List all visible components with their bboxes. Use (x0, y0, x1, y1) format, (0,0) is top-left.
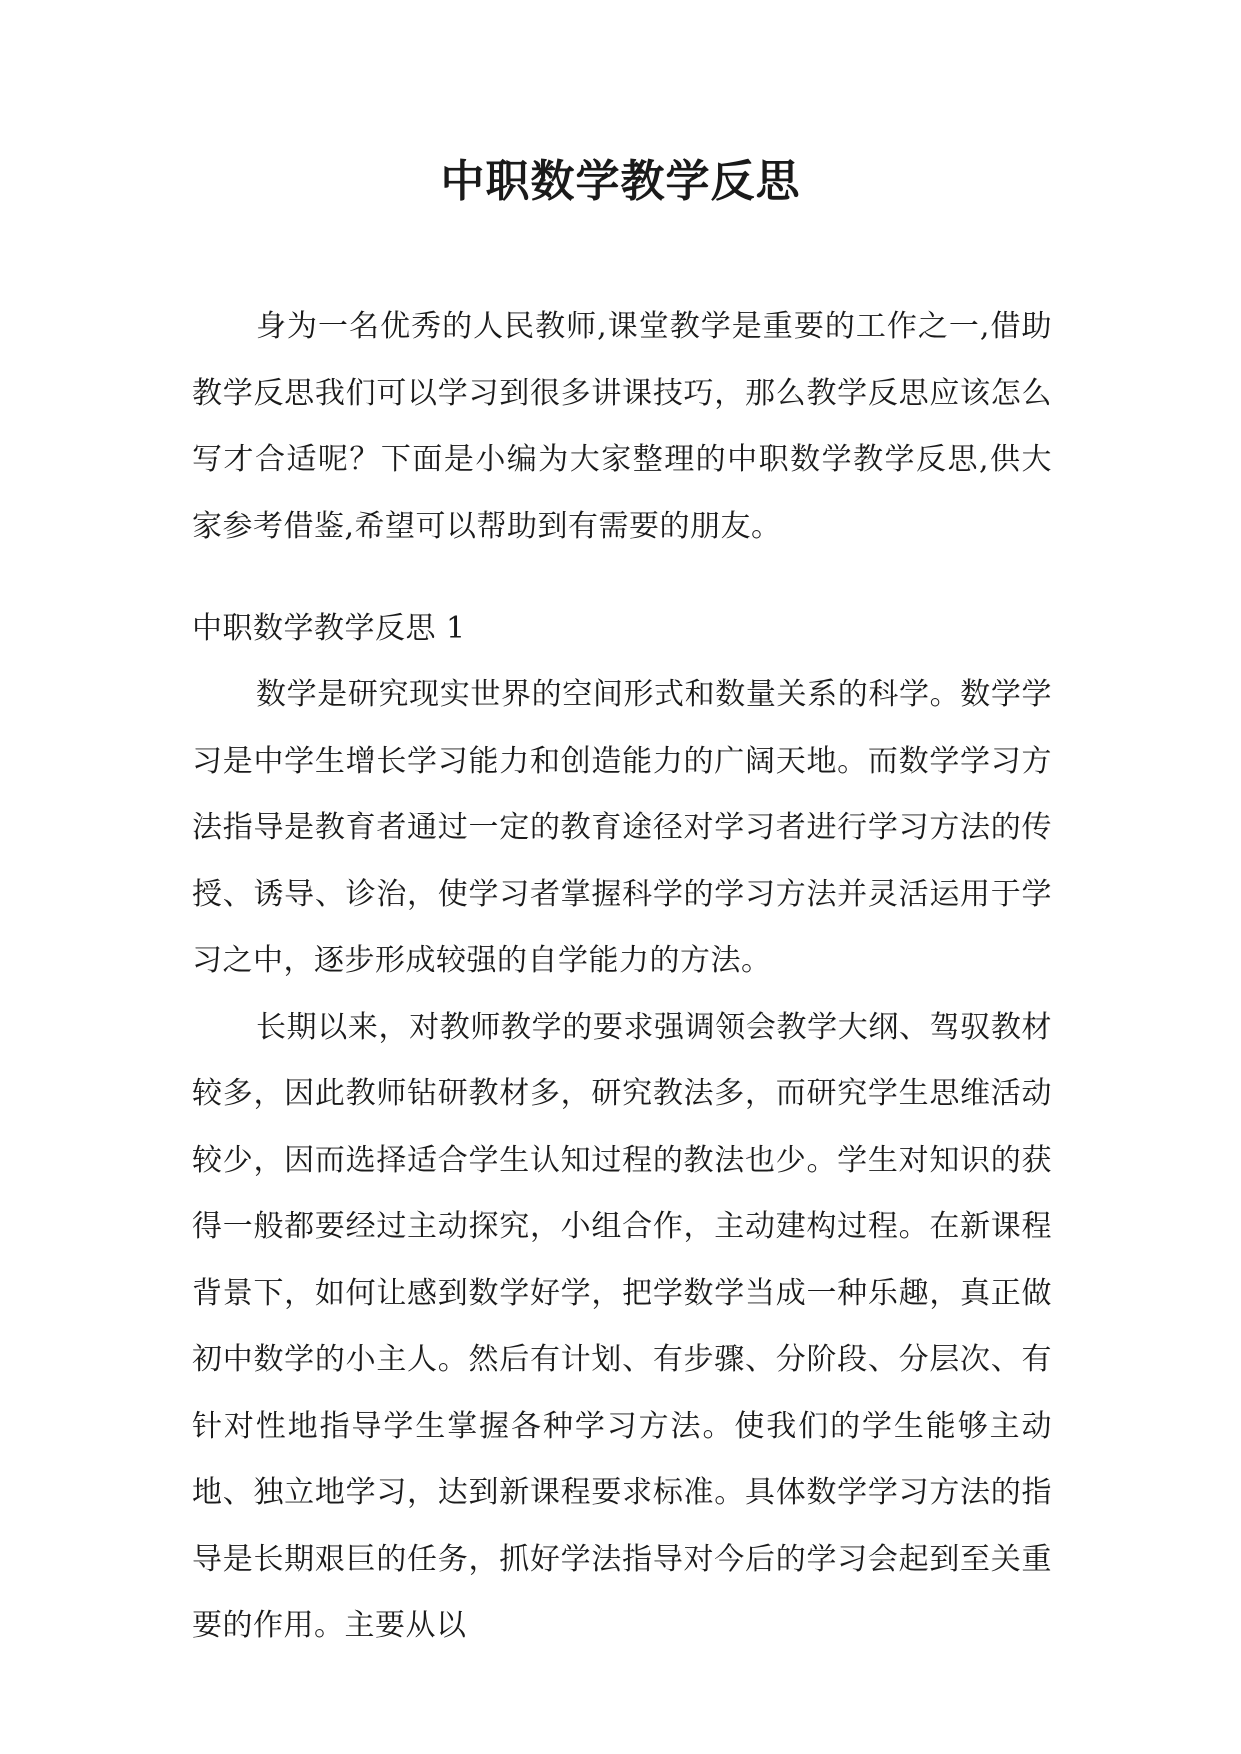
intro-paragraph: 身为一名优秀的人民教师,课堂教学是重要的工作之一,借助教学反思我们可以学习到很多讲课技巧，那么教学反思应该怎么写才合适呢？下面是小编为大家整理的中职数学教学反思,供大家参考借鉴,希望可以帮助到有需要的朋友。 (192, 309, 1052, 544)
section-heading: 中职数学教学反思 1 (192, 611, 466, 646)
document-body (192, 294, 1052, 1660)
body-paragraph: 数学是研究现实世界的空间形式和数量关系的科学。数学学习是中学生增长学习能力和创造能力的广阔天地。而数学学习方法指导是教育者通过一定的教育途径对学习者进行学习方法的传授、诱导、诊治，使学习者掌握科学的学习方法并灵活运用于学习之中，逐步形成较强的自学能力的方法。 (192, 677, 1052, 978)
body-paragraph: 长期以来，对教师教学的要求强调领会教学大纲、驾驭教材较多，因此教师钻研教材多，研究教法多，而研究学生思维活动较少，因而选择适合学生认知过程的教法也少。学生对知识的获得一般都要经过主动探究，小组合作，主动建构过程。在新课程背景下，如何让感到数学好学，把学数学当成一种乐趣，真正做初中数学的小主人。然后有计划、有步骤、分阶段、分层次、有针对性地指导学生掌握各种学习方法。使我们的学生能够主动地、独立地学习，达到新课程要求标准。具体数学学习方法的指导是长期艰巨的任务，抓好学法指导对今后的学习会起到至关重要的作用。主要从以 (192, 1009, 1052, 1643)
document-title: 中职数学教学反思 (440, 156, 801, 207)
